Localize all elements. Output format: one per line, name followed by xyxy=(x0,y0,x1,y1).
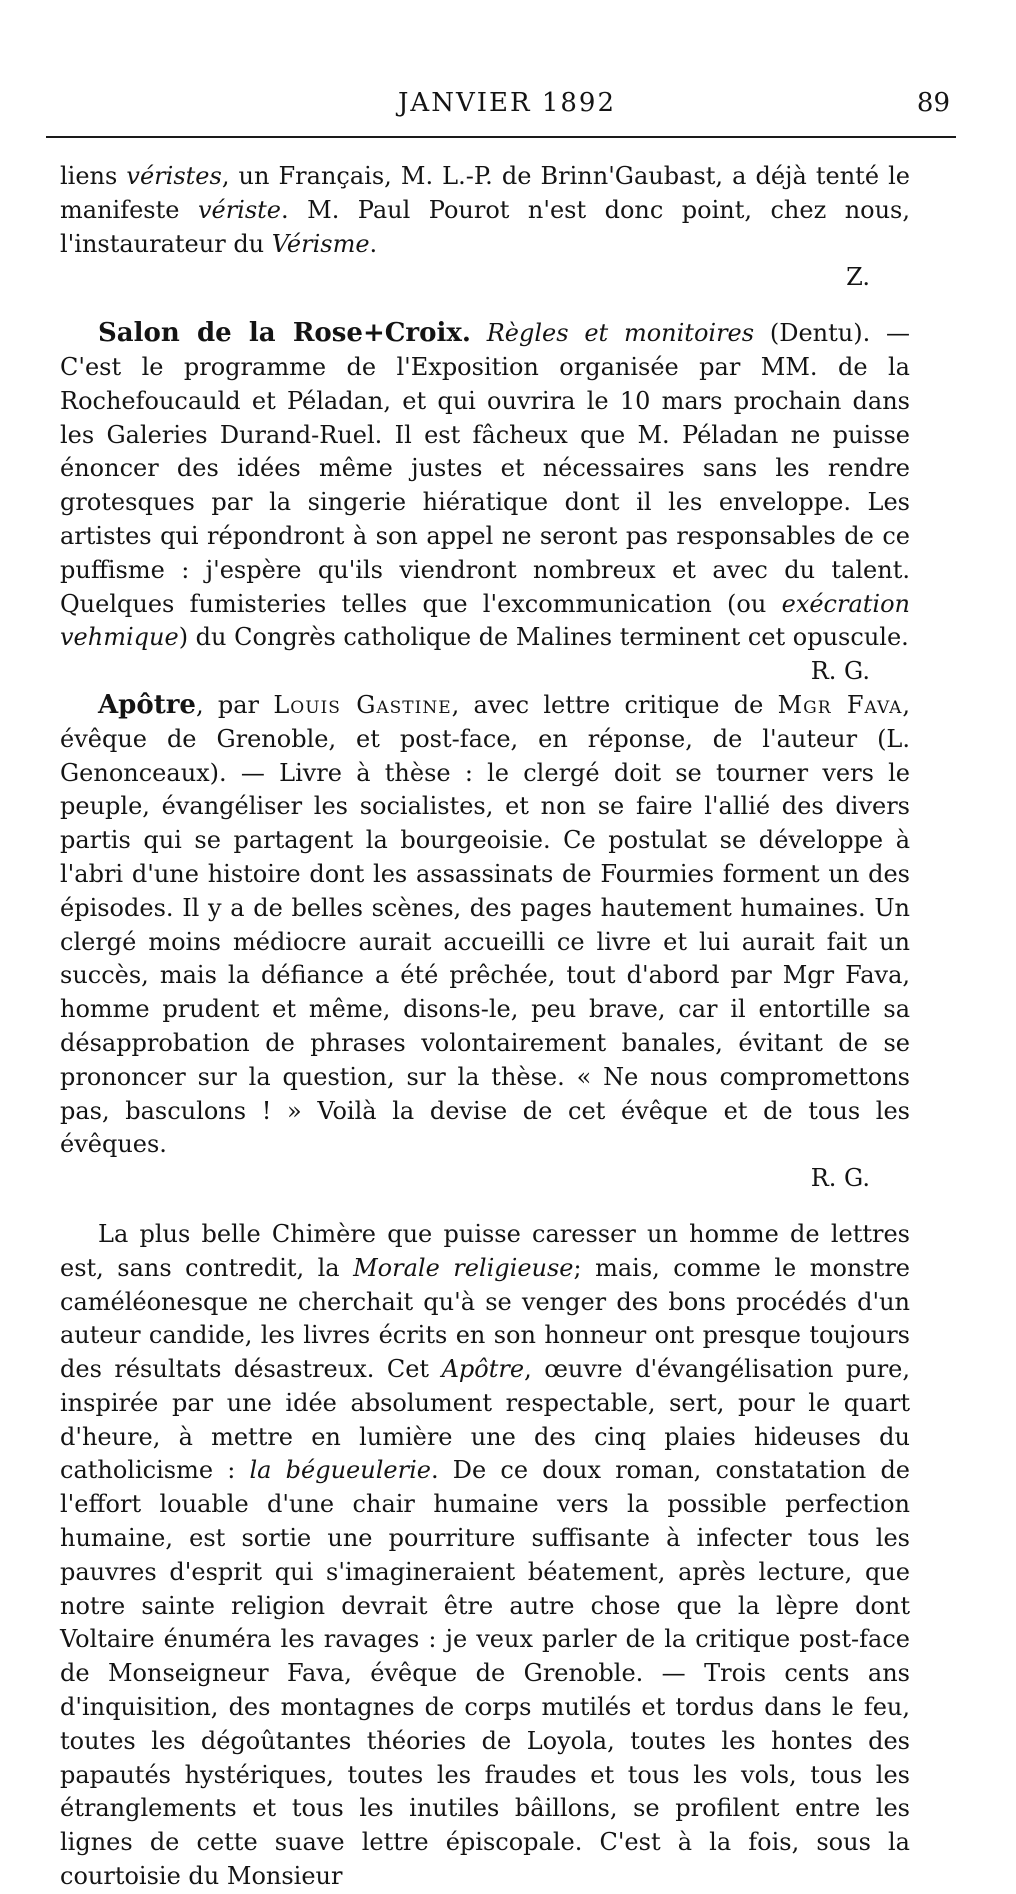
signature-rg: R. G. xyxy=(810,657,870,686)
paragraph-verisme: liens véristes, un Français, M. L.-P. de Brinn'Gaubast, a déjà tenté le manifeste vériste. M. Paul Pourot n'est donc point, chez nous, l'instaurateur du Vérisme. xyxy=(60,162,911,258)
header-title: JANVIER 1892 xyxy=(398,88,616,118)
review-rose-croix: Salon de la Rose+Croix. Règles et monitoires (Dentu). — C'est le programme de l'Exposition organisée par MM. de la Rochefoucauld et Péladan, et qui ouvrira le 10 mars prochain dans les Galeries Durand-Ruel. Il est fâcheux que M. Péladan ne puisse énoncer des idées même justes et nécessaires sans les rendre grotesques par la singerie hiératique dont il les enveloppe. Les artistes qui répondront à son appel ne seront pas responsables de ce puffisme : j'espère qu'ils viendront nombreux et avec du talent. Quelques fumisteries telles que l'excommunication (ou exécration vehmique) du Congrès catholique de Malines terminent cet opuscule. xyxy=(60,318,910,652)
paragraph-chimere: La plus belle Chimère que puisse caresser un homme de lettres est, sans contredit, la Morale religieuse; mais, comme le monstre caméléonesque ne cherchait qu'à se venger des bons procédés d'un auteur candide, les livres écrits en son honneur ont presque toujours des résultats désastreux. Cet Apôtre, œuvre d'évangélisation pure, inspirée par une idée absolument respectable, sert, pour le quart d'heure, à mettre en lumière une des cinq plaies hideuses du catholicisme : la bégueulerie. De ce doux roman, constatation de l'effort louable d'une chair humaine vers la possible perfection humaine, est sortie une pourriture suffisante à infecter tous les pauvres d'esprit qui s'imagineraient béatement, après lecture, que notre sainte religion devrait être autre chose que la lèpre dont Voltaire énuméra les ravages : je veux parler de la critique post-face de Monseigneur Fava, évêque de Grenoble. — Trois cents ans d'inquisition, des montagnes de corps mutilés et tordus dans le feu, toutes les dégoûtantes théories de Loyola, toutes les hontes des papautés hystériques, toutes les fraudes et tous les vols, tous les étranglements et tous les inutiles bâillons, se profilent entre les lignes de cette suave lettre épiscopale. C'est à la fois, sous la courtoisie du Monsieur xyxy=(60,1219,911,1891)
review-heading: Salon de la Rose+Croix. xyxy=(98,318,471,349)
review-apotre: Apôtre, par Louis Gastine, avec lettre critique de Mgr Fava, évêque de Grenoble, et post-face, en réponse, de l'auteur (L. Genonceaux). — Livre à thèse : le clergé doit se tourner vers le peuple, évangéliser les socialistes, et non se faire l'allié des divers partis qui se partagent la bourgeoisie. Ce postulat se développe à l'abri d'une histoire dont les assassinats de Fourmies forment un des épisodes. Il y a de belles scènes, des pages hautement humaines. Un clergé moins médiocre aurait accueilli ce livre et lui aurait fait un succès, mais la défiance a été prêchée, tout d'abord par Mgr Fava, homme prudent et même, disons-le, peu brave, car il entortille sa désapprobation de phrases volontairement banales, évitant de se prononcer sur la question, sur la thèse. « Ne nous compromettons pas, basculons ! » Voilà la devise de cet évêque et de tous les évêques. xyxy=(60,689,910,1159)
text-body xyxy=(60,160,910,1894)
signature-z: Z. xyxy=(846,263,870,292)
signature-rg: R. G. xyxy=(810,1164,870,1193)
running-header xyxy=(46,84,968,130)
review-heading: Apôtre xyxy=(98,689,196,720)
header-rule xyxy=(46,136,956,138)
page-number: 89 xyxy=(916,88,950,118)
